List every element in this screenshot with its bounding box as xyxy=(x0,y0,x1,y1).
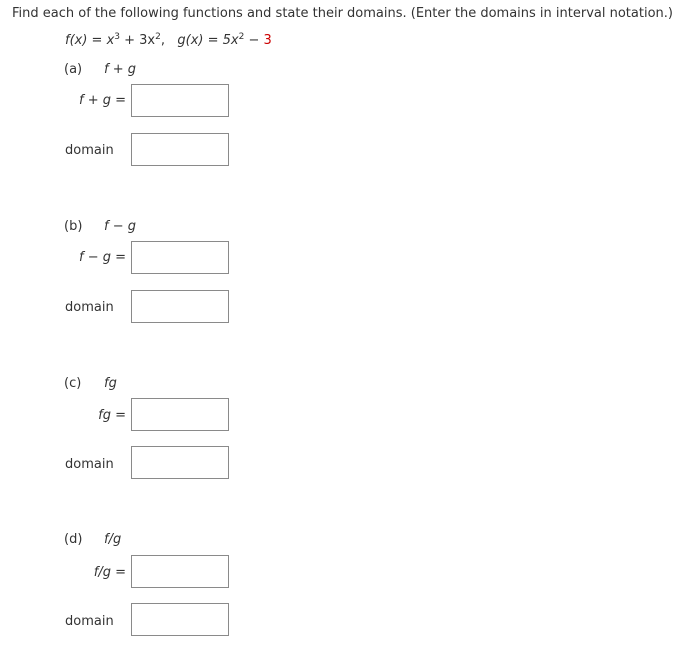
part-b-domain-field[interactable] xyxy=(132,291,228,322)
part-b-label: (b) f − g xyxy=(64,219,136,234)
part-a-eq-label: f + g = xyxy=(78,93,126,108)
part-c-expression-field[interactable] xyxy=(132,399,228,430)
part-a-domain-field[interactable] xyxy=(132,134,228,165)
part-a-domain-label: domain xyxy=(65,143,114,158)
part-d-expression-field[interactable] xyxy=(132,556,228,587)
part-b-domain-input[interactable] xyxy=(131,290,229,323)
part-d-label: (d) f/g xyxy=(64,532,122,547)
part-d-domain-label: domain xyxy=(65,614,114,629)
highlighted-constant: 3 xyxy=(263,33,272,48)
part-b-expression-field[interactable] xyxy=(132,242,228,273)
part-d-domain-input[interactable] xyxy=(131,603,229,636)
part-a-expression-field[interactable] xyxy=(132,85,228,116)
part-a-expression-input[interactable] xyxy=(131,84,229,117)
f-definition: $f(x) = x^3 + 3x^2$ xyxy=(65,32,161,48)
part-c-domain-field[interactable] xyxy=(132,447,228,478)
part-c-domain-label: domain xyxy=(65,457,114,472)
part-d-domain-field[interactable] xyxy=(132,604,228,635)
part-c-domain-input[interactable] xyxy=(131,446,229,479)
part-c-label: (c) fg xyxy=(64,376,117,391)
part-a-domain-input[interactable] xyxy=(131,133,229,166)
instructions-text: Find each of the following functions and state their domains. (Enter the domains in interval notation.) xyxy=(12,6,673,21)
g-definition: $g(x) = 5x^2 - 3$ xyxy=(177,32,272,48)
part-b-domain-label: domain xyxy=(65,300,114,315)
part-a-label: (a) f + g xyxy=(64,62,136,77)
part-b-expression-input[interactable] xyxy=(131,241,229,274)
part-c-eq-label: fg = xyxy=(98,408,126,423)
part-d-expression-input[interactable] xyxy=(131,555,229,588)
part-d-eq-label: f/g = xyxy=(93,565,126,580)
part-c-expression-input[interactable] xyxy=(131,398,229,431)
given-functions: $f(x) = x^3 + 3x^2$, $g(x) = 5x^2 - 3$ xyxy=(65,32,272,48)
part-b-eq-label: f − g = xyxy=(78,250,126,265)
